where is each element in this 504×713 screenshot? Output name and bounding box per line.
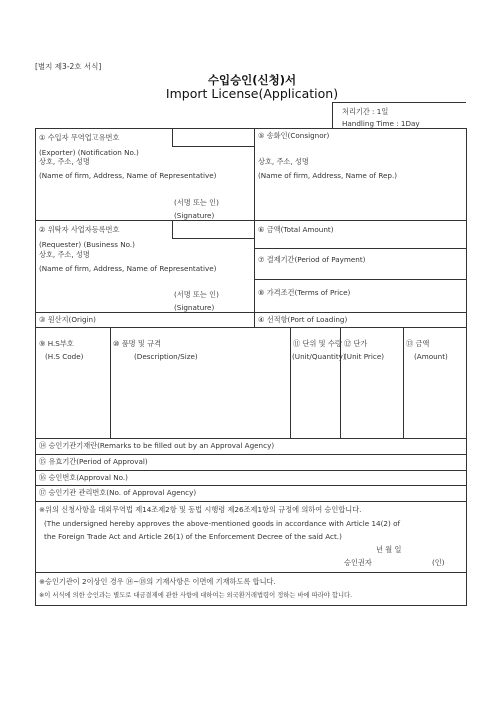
exporter-sign-ko: (서명 또는 인) (174, 198, 219, 207)
hs-code-label-ko: ⑨ H.S부호 (39, 339, 74, 348)
approval-number-label: ⑯ 승인번호(Approval No.) (39, 473, 128, 482)
requester-label-ko: ② 위탁자 사업자등록번호 (39, 225, 120, 234)
column-divider (254, 128, 255, 327)
requester-sign-ko: (서명 또는 인) (174, 290, 219, 299)
divider (35, 454, 467, 455)
period-of-payment-label: ⑦ 결제기간(Period of Payment) (258, 255, 366, 264)
form-border-left (35, 128, 36, 606)
approver-label: 승인권자 (344, 558, 372, 567)
consignor-label: ⑤ 송화인(Consignor) (258, 131, 330, 140)
form-border-bottom (35, 605, 467, 606)
approval-statement-en-line1: (The undersigned hereby approves the above-mentioned goods in accordance with Article 14(2) of (44, 519, 401, 528)
title-korean: 수입승인(신청)서 (207, 73, 297, 87)
divider (35, 220, 467, 221)
divider (35, 485, 467, 486)
notification-number-box (172, 146, 254, 147)
approver-seal: (인) (432, 558, 445, 567)
consignor-firm-en: (Name of firm, Address, Name of Rep.) (258, 171, 398, 180)
divider (332, 102, 333, 128)
description-label-ko: ⑩ 품명 및 규격 (113, 339, 162, 348)
requester-label-en: (Requester) (Business No.) (39, 240, 135, 249)
approval-statement-en-line2: the Foreign Trade Act and Article 26(1) of the Enforcement Decree of the said Act.) (44, 532, 342, 541)
approval-date: 년 월 일 (376, 545, 402, 554)
unit-price-label-ko: ⑫ 단가 (344, 339, 368, 348)
form-border-top (35, 128, 467, 129)
requester-firm-ko: 상호, 주소, 성명 (39, 250, 90, 259)
note-2: ※이 서식에 의한 승인과는 별도로 대금결제에 관한 사항에 대하여는 외국환거래법령이 정하는 바에 따라야 합니다. (39, 592, 353, 599)
terms-of-price-label: ⑧ 가격조건(Terms of Price) (258, 288, 351, 297)
column-divider (290, 327, 291, 438)
consignor-firm-ko: 상호, 주소, 성명 (258, 157, 309, 166)
divider (254, 248, 467, 249)
period-of-approval-label: ⑮ 유효기간(Period of Approval) (39, 457, 148, 466)
divider (332, 102, 466, 103)
exporter-firm-ko: 상호, 주소, 성명 (39, 157, 90, 166)
exporter-label-en: (Exporter) (Notification No.) (39, 148, 139, 157)
divider (35, 438, 467, 439)
requester-sign-en: (Signature) (174, 303, 215, 312)
total-amount-label: ⑥ 금액(Total Amount) (258, 225, 334, 234)
requester-firm-en: (Name of firm, Address, Name of Representative) (39, 264, 217, 273)
unit-quantity-label-en: (Unit/Quantity) (292, 352, 346, 361)
divider (254, 279, 467, 280)
hs-code-label-en: (H.S Code) (45, 352, 84, 361)
port-of-loading-label: ④ 선적항(Port of Loading) (258, 315, 348, 324)
processing-time-en: Handling Time : 1Day (342, 119, 420, 128)
divider (35, 312, 467, 313)
note-1: ※승인기관이 2이상인 경우 ⑭~⑱의 기재사항은 이면에 기재하도록 합니다. (39, 577, 276, 586)
unit-price-label-en: (Unit Price) (344, 352, 385, 361)
item-amount-label-en: (Amount) (414, 352, 448, 361)
divider (172, 128, 173, 146)
divider (172, 220, 173, 238)
column-divider (110, 327, 111, 438)
form-id: [별지 제3-2호 서식] (35, 62, 102, 71)
business-number-box (172, 238, 254, 239)
exporter-firm-en: (Name of firm, Address, Name of Representative) (39, 171, 217, 180)
processing-time-ko: 처리기간 : 1일 (342, 107, 389, 116)
exporter-label-ko: ① 수입자 무역업고유번호 (39, 133, 120, 142)
exporter-sign-en: (Signature) (174, 211, 215, 220)
unit-quantity-label-ko: ⑪ 단위 및 수량 (293, 339, 342, 348)
title-english: Import License(Application) (165, 86, 339, 101)
agency-number-label: ⑰ 승인기관 관리번호(No. of Approval Agency) (39, 488, 197, 497)
origin-label: ③ 원산지(Origin) (39, 315, 96, 324)
form-border-right (466, 128, 467, 606)
divider (35, 572, 467, 573)
remarks-label: ⑭ 승인기관기재란(Remarks to be filled out by an Approval Agency) (39, 441, 275, 450)
description-label-en: (Description/Size) (134, 352, 198, 361)
approval-statement-ko: ※위의 신청사항을 대외무역법 제14조제2항 및 동법 시행령 제26조제1항의 규정에 의하여 승인합니다. (39, 505, 362, 514)
column-divider (403, 327, 404, 438)
item-amount-label-ko: ⑬ 금액 (406, 339, 430, 348)
divider (35, 470, 467, 471)
divider (35, 501, 467, 502)
